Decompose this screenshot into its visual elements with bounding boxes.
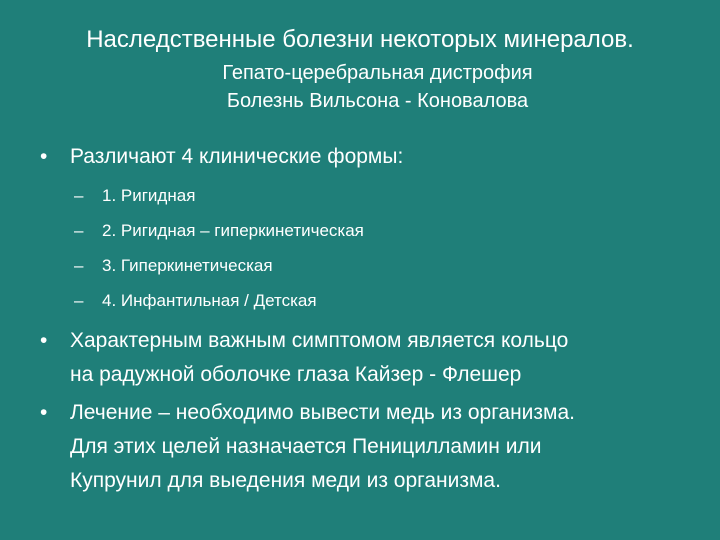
bullet-symptom-text [70, 324, 690, 392]
list-item [74, 248, 690, 283]
dash-mark: – [74, 256, 84, 275]
bullet-treatment-line-1: Лечение – необходимо вывести медь из организма. [70, 401, 575, 424]
bullet-treatment-line-3: Купрунил для выедения меди из организма. [70, 469, 501, 492]
bullet-forms-text: Различают 4 клинические формы: [70, 145, 404, 168]
bullet-mark: • [40, 401, 48, 424]
bullet-mark: • [40, 145, 48, 168]
bullet-treatment-text [70, 396, 690, 498]
slide-subtitle-2: Болезнь Вильсона - Коновалова [226, 90, 529, 112]
form-item-1: 1. Ригидная [102, 186, 196, 205]
slide-body [40, 140, 690, 500]
bullet-forms [40, 140, 690, 174]
bullet-symptom-line-2: на радужной оболочке глаза Кайзер - Флешер [70, 363, 522, 386]
bullet-treatment [40, 396, 690, 498]
bullet-mark: • [40, 329, 48, 352]
dash-mark: – [74, 291, 84, 310]
dash-mark: – [74, 186, 84, 205]
bullet-treatment-line-2: Для этих целей назначается Пеницилламин или [70, 435, 542, 458]
list-item [74, 178, 690, 213]
form-item-4: 4. Инфантильная / Детская [102, 291, 317, 310]
form-item-2: 2. Ригидная – гиперкинетическая [102, 221, 364, 240]
list-item [74, 213, 690, 248]
forms-list [74, 178, 690, 318]
list-item [74, 283, 690, 318]
bullet-symptom-line-1: Характерным важным симптомом является кольцо [70, 329, 569, 352]
bullet-symptom [40, 324, 690, 392]
form-item-3: 3. Гиперкинетическая [102, 256, 273, 275]
dash-mark: – [74, 221, 84, 240]
slide-title: Наследственные болезни некоторых минералов. [86, 26, 634, 53]
slide-subtitle-1: Гепато-церебральная дистрофия [222, 62, 533, 84]
